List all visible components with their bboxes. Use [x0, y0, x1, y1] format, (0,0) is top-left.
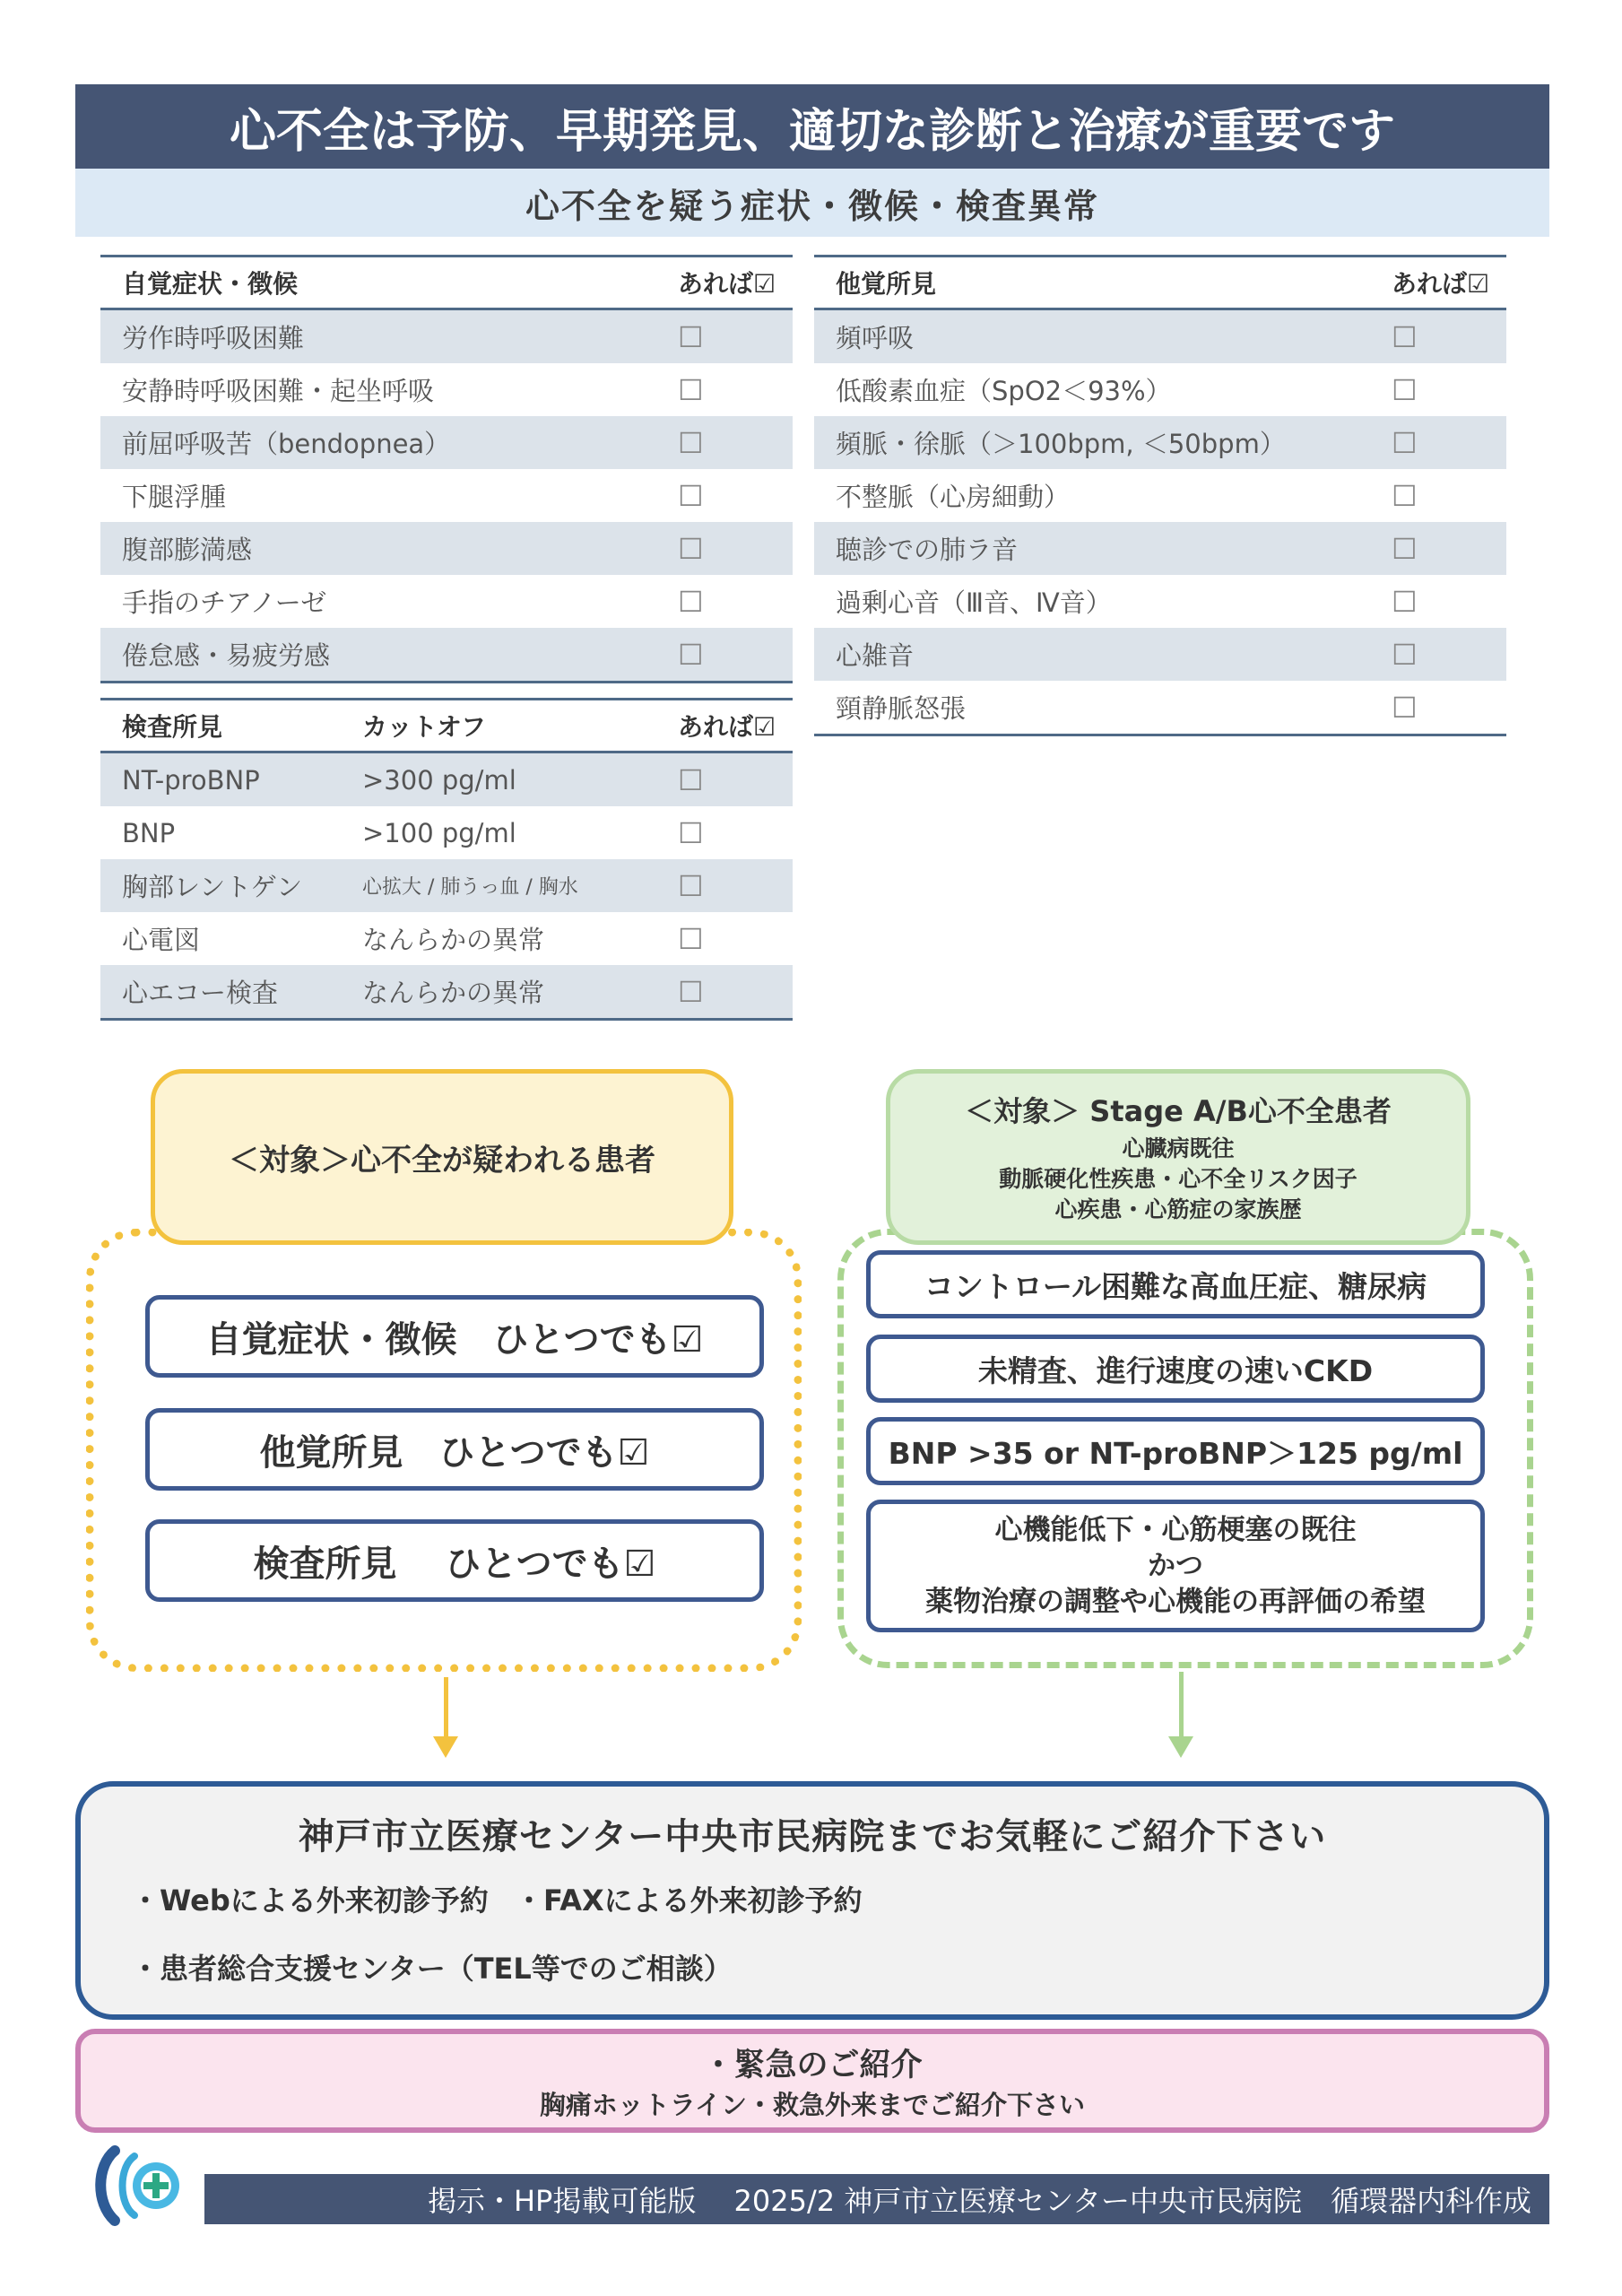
- table-row: [100, 416, 793, 469]
- table-row: [100, 628, 793, 683]
- hospital-logo-icon: [88, 2145, 190, 2226]
- page-title: 心不全は予防、早期発見、適切な診断と治療が重要です: [75, 84, 1549, 169]
- hospital-referral-title: 神戸市立医療センター中央市民病院までお気軽にご紹介下さい: [298, 1816, 1327, 1857]
- criterion-line: かつ: [1148, 1550, 1203, 1582]
- target-suspected-hf: ＜対象＞心不全が疑われる患者: [151, 1069, 733, 1245]
- hospital-referral-box: [75, 1781, 1549, 2020]
- table-row: [100, 309, 793, 364]
- checkbox-icon[interactable]: ☐: [1392, 531, 1418, 566]
- footer-bar: 掲示・HP掲載可能版 2025/2 神戸市立医療センター中央市民病院 循環器内科作成: [204, 2174, 1549, 2224]
- target-line: 心臓病既往: [1122, 1135, 1235, 1161]
- finding-label: 頻呼吸: [814, 309, 1370, 364]
- target-stage-ab-title: ＜対象＞ Stage A/B心不全患者: [965, 1094, 1392, 1128]
- table-row: [814, 469, 1506, 522]
- checkbox-icon[interactable]: ☐: [1392, 372, 1418, 407]
- table-row: [814, 309, 1506, 364]
- target-line: 心疾患・心筋症の家族歴: [1054, 1196, 1302, 1222]
- checkbox-icon[interactable]: ☐: [1392, 637, 1418, 672]
- checkbox-icon[interactable]: ☐: [1392, 425, 1418, 460]
- web-reservation-item[interactable]: ・Webによる外来初診予約: [131, 1883, 489, 1918]
- table-row: [100, 575, 793, 628]
- exam-findings-table: [100, 698, 793, 1021]
- checkbox-icon[interactable]: ☐: [678, 974, 704, 1009]
- criterion-exam: 検査所見 ひとつでも☑: [145, 1519, 764, 1602]
- table-row: [100, 522, 793, 575]
- finding-label: 過剰心音（Ⅲ音、Ⅳ音）: [836, 587, 1112, 618]
- target-stage-ab: [886, 1069, 1470, 1245]
- checkbox-icon[interactable]: ☐: [678, 478, 704, 513]
- table-row: [814, 681, 1506, 735]
- symptom-label: 労作時呼吸困難: [100, 309, 656, 364]
- checkbox-icon[interactable]: ☐: [1392, 478, 1418, 513]
- checkbox-icon[interactable]: ☐: [678, 762, 704, 797]
- exam-name: 心電図: [122, 925, 201, 955]
- finding-label: 心雑音: [814, 628, 1370, 681]
- criterion-ckd: 未精査、進行速度の速いCKD: [866, 1335, 1485, 1403]
- checkbox-icon[interactable]: ☐: [1392, 690, 1418, 725]
- exam-cutoff: なんらかの異常: [362, 925, 545, 955]
- table-row: [100, 965, 793, 1020]
- fax-reservation-item[interactable]: ・FAXによる外来初診予約: [515, 1883, 863, 1918]
- exam-name: BNP: [122, 817, 176, 848]
- patient-support-item[interactable]: ・患者総合支援センター（TEL等でのご相談）: [131, 1952, 733, 1986]
- criterion-line: 心機能低下・心筋梗塞の既往: [994, 1514, 1357, 1546]
- subjective-check-header: あれば☑: [656, 257, 793, 309]
- exam-name: 胸部レントゲン: [100, 859, 341, 912]
- table-row: [100, 912, 793, 965]
- subjective-header: 自覚症状・徴候: [100, 257, 656, 309]
- emergency-title: ・緊急のご紹介: [702, 2047, 923, 2083]
- objective-check-header: あれば☑: [1370, 257, 1506, 309]
- checkbox-icon[interactable]: ☐: [678, 637, 704, 672]
- criterion-line: 薬物治療の調整や心機能の再評価の希望: [925, 1586, 1426, 1618]
- objective-header: 他覚所見: [814, 257, 1370, 309]
- criterion-objective: 他覚所見 ひとつでも☑: [145, 1408, 764, 1491]
- finding-label: 聴診での肺ラ音: [814, 522, 1370, 575]
- symptom-label: 手指のチアノーゼ: [122, 587, 327, 618]
- table-row: [100, 806, 793, 859]
- table-row: [100, 363, 793, 416]
- exam-name: 心エコー検査: [100, 965, 341, 1020]
- emergency-referral-box: [75, 2029, 1549, 2133]
- symptom-label: 下腿浮腫: [122, 482, 227, 512]
- finding-label: 頸静脈怒張: [814, 681, 1370, 735]
- criterion-bnp: BNP >35 or NT-proBNP＞125 pg/ml: [866, 1417, 1485, 1485]
- arrow-down-right-icon: [1168, 1672, 1193, 1758]
- checkbox-icon[interactable]: ☐: [678, 868, 704, 903]
- exam-cutoff: >300 pg/ml: [341, 752, 656, 807]
- symptom-label: 倦怠感・易疲労感: [100, 628, 656, 683]
- exam-header: 検査所見: [100, 700, 341, 752]
- exam-cutoff: 心拡大 / 肺うっ血 / 胸水: [341, 859, 656, 912]
- checkbox-icon[interactable]: ☐: [678, 921, 704, 956]
- checkbox-icon[interactable]: ☐: [678, 531, 704, 566]
- criterion-cardiac-history: [866, 1500, 1485, 1632]
- symptom-label: 前屈呼吸苦（bendopnea）: [100, 416, 656, 469]
- checkbox-icon[interactable]: ☐: [678, 372, 704, 407]
- finding-label: 不整脈（心房細動）: [836, 482, 1071, 512]
- checkbox-icon[interactable]: ☐: [678, 815, 704, 850]
- criterion-subjective: 自覚症状・徴候 ひとつでも☑: [145, 1295, 764, 1378]
- symptom-label: 安静時呼吸困難・起坐呼吸: [122, 376, 435, 406]
- criterion-hypertension-diabetes: コントロール困難な高血圧症、糖尿病: [866, 1250, 1485, 1318]
- exam-name: NT-proBNP: [100, 752, 341, 807]
- finding-label: 低酸素血症（SpO2＜93%）: [836, 376, 1172, 406]
- section-subtitle: 心不全を疑う症状・徴候・検査異常: [75, 169, 1549, 237]
- symptom-label: 腹部膨満感: [100, 522, 656, 575]
- table-row: [814, 575, 1506, 628]
- checkbox-icon[interactable]: ☐: [678, 425, 704, 460]
- checkbox-icon[interactable]: ☐: [1392, 319, 1418, 354]
- checkbox-icon[interactable]: ☐: [1392, 584, 1418, 619]
- emergency-subtitle: 胸痛ホットライン・救急外来までご紹介下さい: [539, 2089, 1086, 2120]
- exam-cutoff-header: カットオフ: [341, 700, 656, 752]
- table-row: [100, 859, 793, 912]
- exam-cutoff: なんらかの異常: [341, 965, 656, 1020]
- table-row: [814, 522, 1506, 575]
- exam-check-header: あれば☑: [656, 700, 793, 752]
- checkbox-icon[interactable]: ☐: [678, 584, 704, 619]
- table-row: [814, 628, 1506, 681]
- table-row: [100, 752, 793, 807]
- table-row: [814, 363, 1506, 416]
- table-row: [814, 416, 1506, 469]
- table-row: [100, 469, 793, 522]
- subjective-symptoms-table: [100, 255, 793, 683]
- exam-cutoff: >100 pg/ml: [362, 817, 516, 848]
- arrow-down-left-icon: [433, 1677, 458, 1758]
- checkbox-icon[interactable]: ☐: [678, 319, 704, 354]
- target-line: 動脈硬化性疾患・心不全リスク因子: [999, 1166, 1357, 1192]
- finding-label: 頻脈・徐脈（＞100bpm, ＜50bpm）: [814, 416, 1370, 469]
- objective-findings-table: [814, 255, 1506, 736]
